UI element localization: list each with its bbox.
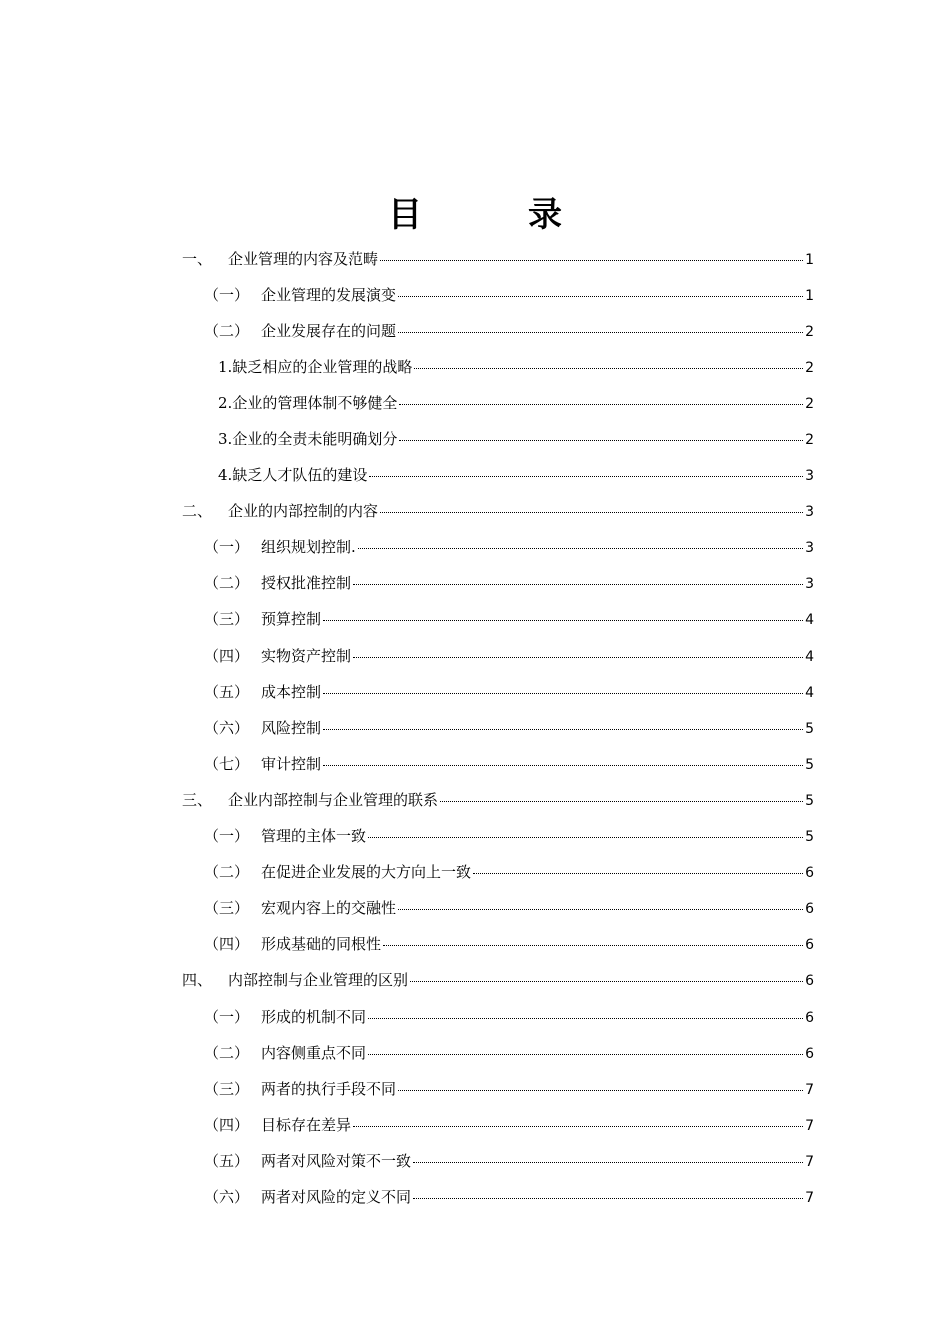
toc-page-number: 4	[805, 648, 814, 665]
toc-entry-text: 缺乏人才队伍的建设	[232, 466, 368, 485]
toc-leader-dots	[323, 620, 803, 621]
toc-entry-number: 三、	[182, 790, 213, 809]
toc-entry[interactable]	[0, 565, 950, 601]
toc-entry-text: 缺乏相应的企业管理的战略	[232, 357, 413, 376]
toc-leader-dots	[398, 909, 803, 910]
toc-entry[interactable]	[0, 781, 950, 817]
toc-leader-dots	[399, 440, 803, 441]
toc-entry-line	[204, 1006, 814, 1027]
toc-entry[interactable]	[0, 673, 950, 709]
toc-entry-number: （四）	[204, 646, 250, 665]
toc-entry[interactable]	[0, 493, 950, 529]
toc-entry-number: （三）	[204, 1079, 250, 1098]
toc-entry-text: 内容侧重点不同	[261, 1043, 367, 1062]
toc-page-number: 5	[805, 829, 814, 846]
toc-entry[interactable]	[0, 384, 950, 420]
toc-entry[interactable]	[0, 1178, 950, 1214]
toc-page-number: 6	[805, 1009, 814, 1026]
toc-entry-text: 审计控制	[261, 754, 322, 773]
toc-page-number: 5	[805, 756, 814, 773]
toc-entry-text: 成本控制	[261, 682, 322, 701]
toc-entry-line	[218, 428, 814, 449]
toc-leader-dots	[380, 260, 803, 261]
toc-entry-text: 风险控制	[261, 718, 322, 737]
toc-entry-line	[204, 572, 814, 593]
toc-entry-text: 企业的全责未能明确划分	[232, 430, 398, 449]
toc-leader-dots	[353, 657, 803, 658]
toc-entry-text: 企业的管理体制不够健全	[232, 393, 398, 412]
toc-entry-number: （五）	[204, 682, 250, 701]
toc-page-number: 4	[805, 684, 814, 701]
toc-page-number: 5	[805, 792, 814, 809]
toc-entry-line	[204, 608, 814, 629]
toc-leader-dots	[369, 476, 803, 477]
toc-entry[interactable]	[0, 1142, 950, 1178]
toc-leader-dots	[358, 548, 803, 549]
toc-page-number: 2	[805, 432, 814, 449]
toc-entry-number: （二）	[204, 863, 250, 882]
toc-entry-number: 4.	[218, 466, 233, 485]
toc-entry-line	[204, 681, 814, 702]
toc-leader-dots	[410, 981, 803, 982]
toc-entry-text: 宏观内容上的交融性	[261, 899, 397, 918]
toc-leader-dots	[353, 584, 803, 585]
toc-entry[interactable]	[0, 998, 950, 1034]
toc-page-number: 2	[805, 395, 814, 412]
toc-leader-dots	[473, 873, 803, 874]
toc-entry-number: 一、	[182, 249, 213, 268]
toc-entry-text: 企业管理的内容及范畴	[228, 249, 379, 268]
toc-entry[interactable]	[0, 276, 950, 312]
toc-leader-dots	[368, 837, 803, 838]
toc-list	[0, 240, 950, 1215]
toc-entry[interactable]	[0, 240, 950, 276]
toc-leader-dots	[353, 1126, 803, 1127]
toc-page-number: 6	[805, 937, 814, 954]
toc-page-number: 3	[805, 576, 814, 593]
toc-entry[interactable]	[0, 457, 950, 493]
toc-leader-dots	[368, 1018, 803, 1019]
toc-entry-line	[204, 536, 814, 557]
toc-entry[interactable]	[0, 1106, 950, 1142]
toc-entry-number: （二）	[204, 1043, 250, 1062]
toc-entry-line	[182, 969, 814, 990]
toc-entry-number: 1.	[218, 357, 233, 376]
toc-entry-line	[204, 645, 814, 666]
toc-page-number: 7	[805, 1081, 814, 1098]
toc-page-number: 1	[805, 251, 814, 268]
toc-entry[interactable]	[0, 854, 950, 890]
toc-entry-line	[182, 789, 814, 810]
toc-entry[interactable]	[0, 962, 950, 998]
toc-entry-line	[204, 1150, 814, 1171]
toc-entry-text: 两者的执行手段不同	[261, 1079, 397, 1098]
toc-entry-line	[204, 1186, 814, 1207]
toc-entry-number: （一）	[204, 538, 250, 557]
toc-entry-text: 预算控制	[261, 610, 322, 629]
toc-entry-line	[204, 1042, 814, 1063]
toc-leader-dots	[323, 729, 803, 730]
toc-entry-text: 形成基础的同根性	[261, 935, 382, 954]
toc-leader-dots	[399, 404, 803, 405]
toc-entry[interactable]	[0, 890, 950, 926]
toc-entry-line	[204, 1078, 814, 1099]
toc-leader-dots	[398, 332, 803, 333]
toc-entry-number: （二）	[204, 574, 250, 593]
toc-entry[interactable]	[0, 529, 950, 565]
toc-leader-dots	[440, 801, 803, 802]
toc-page-number: 4	[805, 612, 814, 629]
toc-entry-line	[218, 356, 814, 377]
toc-entry-text: 授权批准控制	[261, 574, 352, 593]
toc-entry-text: 企业管理的发展演变	[261, 285, 397, 304]
toc-entry[interactable]	[0, 1034, 950, 1070]
toc-entry-text: 企业内部控制与企业管理的联系	[228, 790, 439, 809]
toc-entry[interactable]	[0, 312, 950, 348]
toc-page-number: 7	[805, 1189, 814, 1206]
toc-entry-number: （一）	[204, 285, 250, 304]
toc-leader-dots	[368, 1054, 803, 1055]
toc-entry[interactable]	[0, 745, 950, 781]
toc-leader-dots	[413, 1198, 803, 1199]
toc-entry-line	[182, 248, 814, 269]
toc-page-number: 7	[805, 1153, 814, 1170]
toc-entry-number: 二、	[182, 502, 213, 521]
toc-entry-line	[204, 933, 814, 954]
toc-leader-dots	[413, 1162, 803, 1163]
toc-leader-dots	[383, 945, 803, 946]
toc-entry-text: 在促进企业发展的大方向上一致	[261, 863, 472, 882]
toc-page-number: 6	[805, 1045, 814, 1062]
toc-entry-line	[218, 392, 814, 413]
toc-entry-text: 两者对风险的定义不同	[261, 1187, 412, 1206]
toc-entry-number: （一）	[204, 1007, 250, 1026]
toc-entry-number: （五）	[204, 1151, 250, 1170]
toc-entry-text: 企业发展存在的问题	[261, 321, 397, 340]
toc-entry-line	[204, 897, 814, 918]
toc-entry-number: （六）	[204, 1187, 250, 1206]
toc-entry[interactable]	[0, 420, 950, 456]
toc-entry[interactable]	[0, 637, 950, 673]
toc-entry[interactable]	[0, 1070, 950, 1106]
toc-entry-line	[204, 825, 814, 846]
toc-entry-number: 2.	[218, 393, 233, 412]
toc-entry-text: 目标存在差异	[261, 1115, 352, 1134]
toc-entry-line	[204, 1114, 814, 1135]
toc-entry-number: 3.	[218, 430, 233, 449]
toc-entry-number: （七）	[204, 754, 250, 773]
toc-page-number: 6	[805, 973, 814, 990]
toc-entry-line	[204, 717, 814, 738]
toc-entry-line	[204, 320, 814, 341]
toc-entry-text: 形成的机制不同	[261, 1007, 367, 1026]
toc-page-number: 3	[805, 504, 814, 521]
toc-entry[interactable]	[0, 348, 950, 384]
toc-entry-line	[204, 753, 814, 774]
toc-leader-dots	[323, 693, 803, 694]
toc-page-number: 2	[805, 323, 814, 340]
toc-entry-text: 内部控制与企业管理的区别	[228, 971, 409, 990]
toc-title: 目 录	[388, 195, 598, 235]
toc-page-number: 5	[805, 720, 814, 737]
toc-entry[interactable]	[0, 926, 950, 962]
toc-entry-line	[218, 464, 814, 485]
toc-entry-number: （三）	[204, 610, 250, 629]
toc-entry-number: （一）	[204, 827, 250, 846]
toc-entry-number: （四）	[204, 935, 250, 954]
toc-entry-number: （三）	[204, 899, 250, 918]
toc-page-number: 3	[805, 468, 814, 485]
toc-leader-dots	[323, 765, 803, 766]
toc-entry-text: 组织规划控制.	[261, 538, 356, 557]
toc-page-number: 6	[805, 865, 814, 882]
toc-entry-text: 企业的内部控制的内容	[228, 502, 379, 521]
toc-entry-text: 实物资产控制	[261, 646, 352, 665]
toc-entry-line	[182, 500, 814, 521]
toc-page-number: 7	[805, 1117, 814, 1134]
toc-page-number: 1	[805, 287, 814, 304]
toc-leader-dots	[380, 512, 803, 513]
toc-leader-dots	[398, 1090, 803, 1091]
toc-leader-dots	[398, 296, 803, 297]
toc-entry-line	[204, 284, 814, 305]
toc-page-number: 6	[805, 901, 814, 918]
toc-page-number: 3	[805, 540, 814, 557]
toc-entry-number: （二）	[204, 321, 250, 340]
toc-entry-number: 四、	[182, 971, 213, 990]
toc-entry-number: （四）	[204, 1115, 250, 1134]
toc-entry[interactable]	[0, 818, 950, 854]
toc-entry-text: 管理的主体一致	[261, 827, 367, 846]
toc-leader-dots	[414, 368, 803, 369]
toc-entry-text: 两者对风险对策不一致	[261, 1151, 412, 1170]
toc-entry[interactable]	[0, 709, 950, 745]
toc-entry-number: （六）	[204, 718, 250, 737]
toc-page-number: 2	[805, 359, 814, 376]
toc-entry[interactable]	[0, 601, 950, 637]
toc-entry-line	[204, 861, 814, 882]
